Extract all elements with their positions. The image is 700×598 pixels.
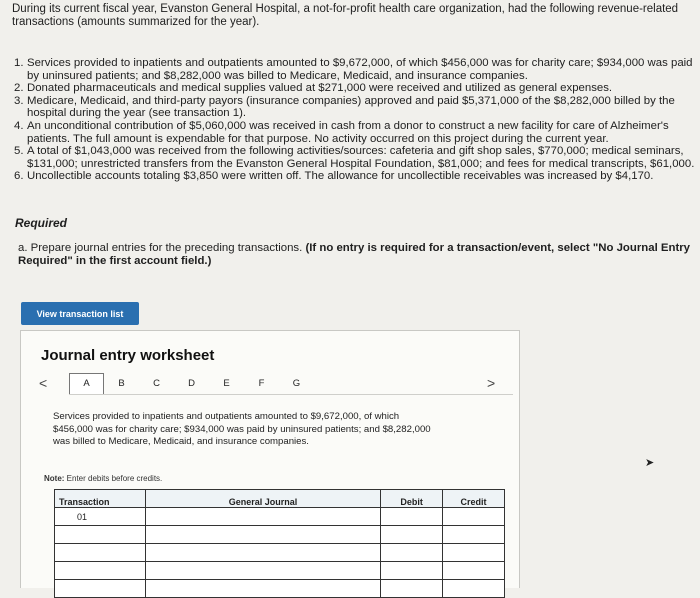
debit-field[interactable] xyxy=(381,544,443,562)
credit-field[interactable] xyxy=(443,526,505,544)
table-row xyxy=(55,562,505,580)
mouse-cursor-icon: ➤ xyxy=(645,457,655,469)
debit-field[interactable] xyxy=(381,580,443,598)
item-number: 6. xyxy=(14,170,24,183)
transaction-list xyxy=(14,57,698,183)
transaction-cell xyxy=(55,544,146,562)
table-row xyxy=(55,544,505,562)
tab-b[interactable]: B xyxy=(118,378,125,389)
tab-a[interactable]: A xyxy=(69,373,104,395)
worksheet-title: Journal entry worksheet xyxy=(41,347,215,364)
credit-field[interactable] xyxy=(443,544,505,562)
account-field[interactable] xyxy=(145,580,380,598)
item-text: An unconditional contribution of $5,060,000 was received in cash from a donor to construct a new facility for care of Alzheimer's patients. The full amount is expendable for that purpose. No activity occurred on this project during the current year. xyxy=(27,119,669,145)
instruction-prefix: a. Prepare journal entries for the preceding transactions. xyxy=(18,242,306,254)
debit-field[interactable] xyxy=(381,526,443,544)
entry-note xyxy=(44,474,162,483)
tab-f[interactable]: F xyxy=(258,378,265,389)
transaction-cell xyxy=(55,526,146,544)
tab-d[interactable]: D xyxy=(188,378,195,389)
account-field[interactable] xyxy=(145,544,380,562)
item-text: Uncollectible accounts totaling $3,850 were written off. The allowance for uncollectible receivables was increased by $4,170. xyxy=(27,170,654,183)
required-heading: Required xyxy=(15,216,68,230)
transaction-item xyxy=(14,170,698,183)
debit-field[interactable] xyxy=(381,562,443,580)
item-number: 4. xyxy=(14,119,24,132)
item-text: Donated pharmaceuticals and medical supplies valued at $271,000 were received and utilized as general expenses. xyxy=(27,82,613,95)
tab-g[interactable]: G xyxy=(292,378,301,389)
tab-c[interactable]: C xyxy=(153,378,160,389)
account-field[interactable] xyxy=(145,508,380,526)
table-row xyxy=(55,508,505,526)
credit-field[interactable] xyxy=(443,580,505,598)
table-row xyxy=(55,526,505,544)
note-text: Enter debits before credits. xyxy=(64,474,163,483)
view-transaction-list-button[interactable]: View transaction list xyxy=(21,302,139,325)
item-number: 2. xyxy=(14,82,24,95)
item-number: 1. xyxy=(14,57,24,69)
item-number: 3. xyxy=(14,94,24,107)
transaction-item xyxy=(14,82,698,95)
problem-intro: During its current fiscal year, Evanston General Hospital, a not-for-profit health care organization, had the following revenue-related transactions (amounts summarized for the year). xyxy=(12,3,679,28)
previous-arrow-icon[interactable]: < xyxy=(39,375,48,391)
journal-table xyxy=(54,489,505,598)
item-text: A total of $1,043,000 was received from the following activities/sources: cafeteria and gift shop sales, $770,000; medical seminars, $131,000; unrestricted transfers from the Evanston General Hospital Foundation, $81,000; and fees for medical transcripts, $61,000. xyxy=(27,145,695,170)
column-header-credit: Credit xyxy=(443,490,505,508)
column-header-transaction: Transaction xyxy=(55,490,146,508)
table-header-row xyxy=(55,490,505,508)
transaction-item xyxy=(14,145,698,170)
worksheet-tabs xyxy=(69,373,314,395)
note-label: Note: xyxy=(44,474,65,483)
column-header-debit: Debit xyxy=(381,490,443,508)
journal-entry-worksheet xyxy=(20,330,520,588)
transaction-item xyxy=(14,95,698,120)
instruction-bold: (If no entry is required for a transaction/event, select "No Journal Entry Required" in the first account field.) xyxy=(18,242,691,267)
instruction-text xyxy=(18,242,698,268)
tab-e[interactable]: E xyxy=(223,378,230,389)
item-text: Medicare, Medicaid, and third-party payors (insurance companies) approved and paid $5,371,000 of the $8,282,000 billed by the hospital during the year (see transaction 1). xyxy=(27,94,675,120)
transaction-cell xyxy=(55,580,146,598)
next-arrow-icon[interactable]: > xyxy=(487,375,496,391)
table-row xyxy=(55,580,505,598)
transaction-item xyxy=(14,57,698,82)
item-text: Services provided to inpatients and outpatients amounted to $9,672,000, of which $456,000 was for charity care; $934,000 was paid by uninsured patients; and $8,282,000 was billed to Medicare, Medicaid, and insurance companies. xyxy=(27,57,693,82)
item-number: 5. xyxy=(14,145,24,158)
transaction-number: 01 xyxy=(55,508,146,526)
debit-field[interactable] xyxy=(381,508,443,526)
transaction-item xyxy=(14,120,698,145)
account-field[interactable] xyxy=(145,526,380,544)
column-header-general-journal: General Journal xyxy=(145,490,380,508)
tab-divider xyxy=(69,394,513,395)
credit-field[interactable] xyxy=(443,508,505,526)
transaction-description: Services provided to inpatients and outpatients amounted to $9,672,000, of which $456,000 was for charity care; $934,000 was paid by uninsured patients; and $8,282,000 was billed to Medicare, Medicaid, and insurance companies. xyxy=(53,411,431,448)
transaction-cell xyxy=(55,562,146,580)
account-field[interactable] xyxy=(145,562,380,580)
credit-field[interactable] xyxy=(443,562,505,580)
